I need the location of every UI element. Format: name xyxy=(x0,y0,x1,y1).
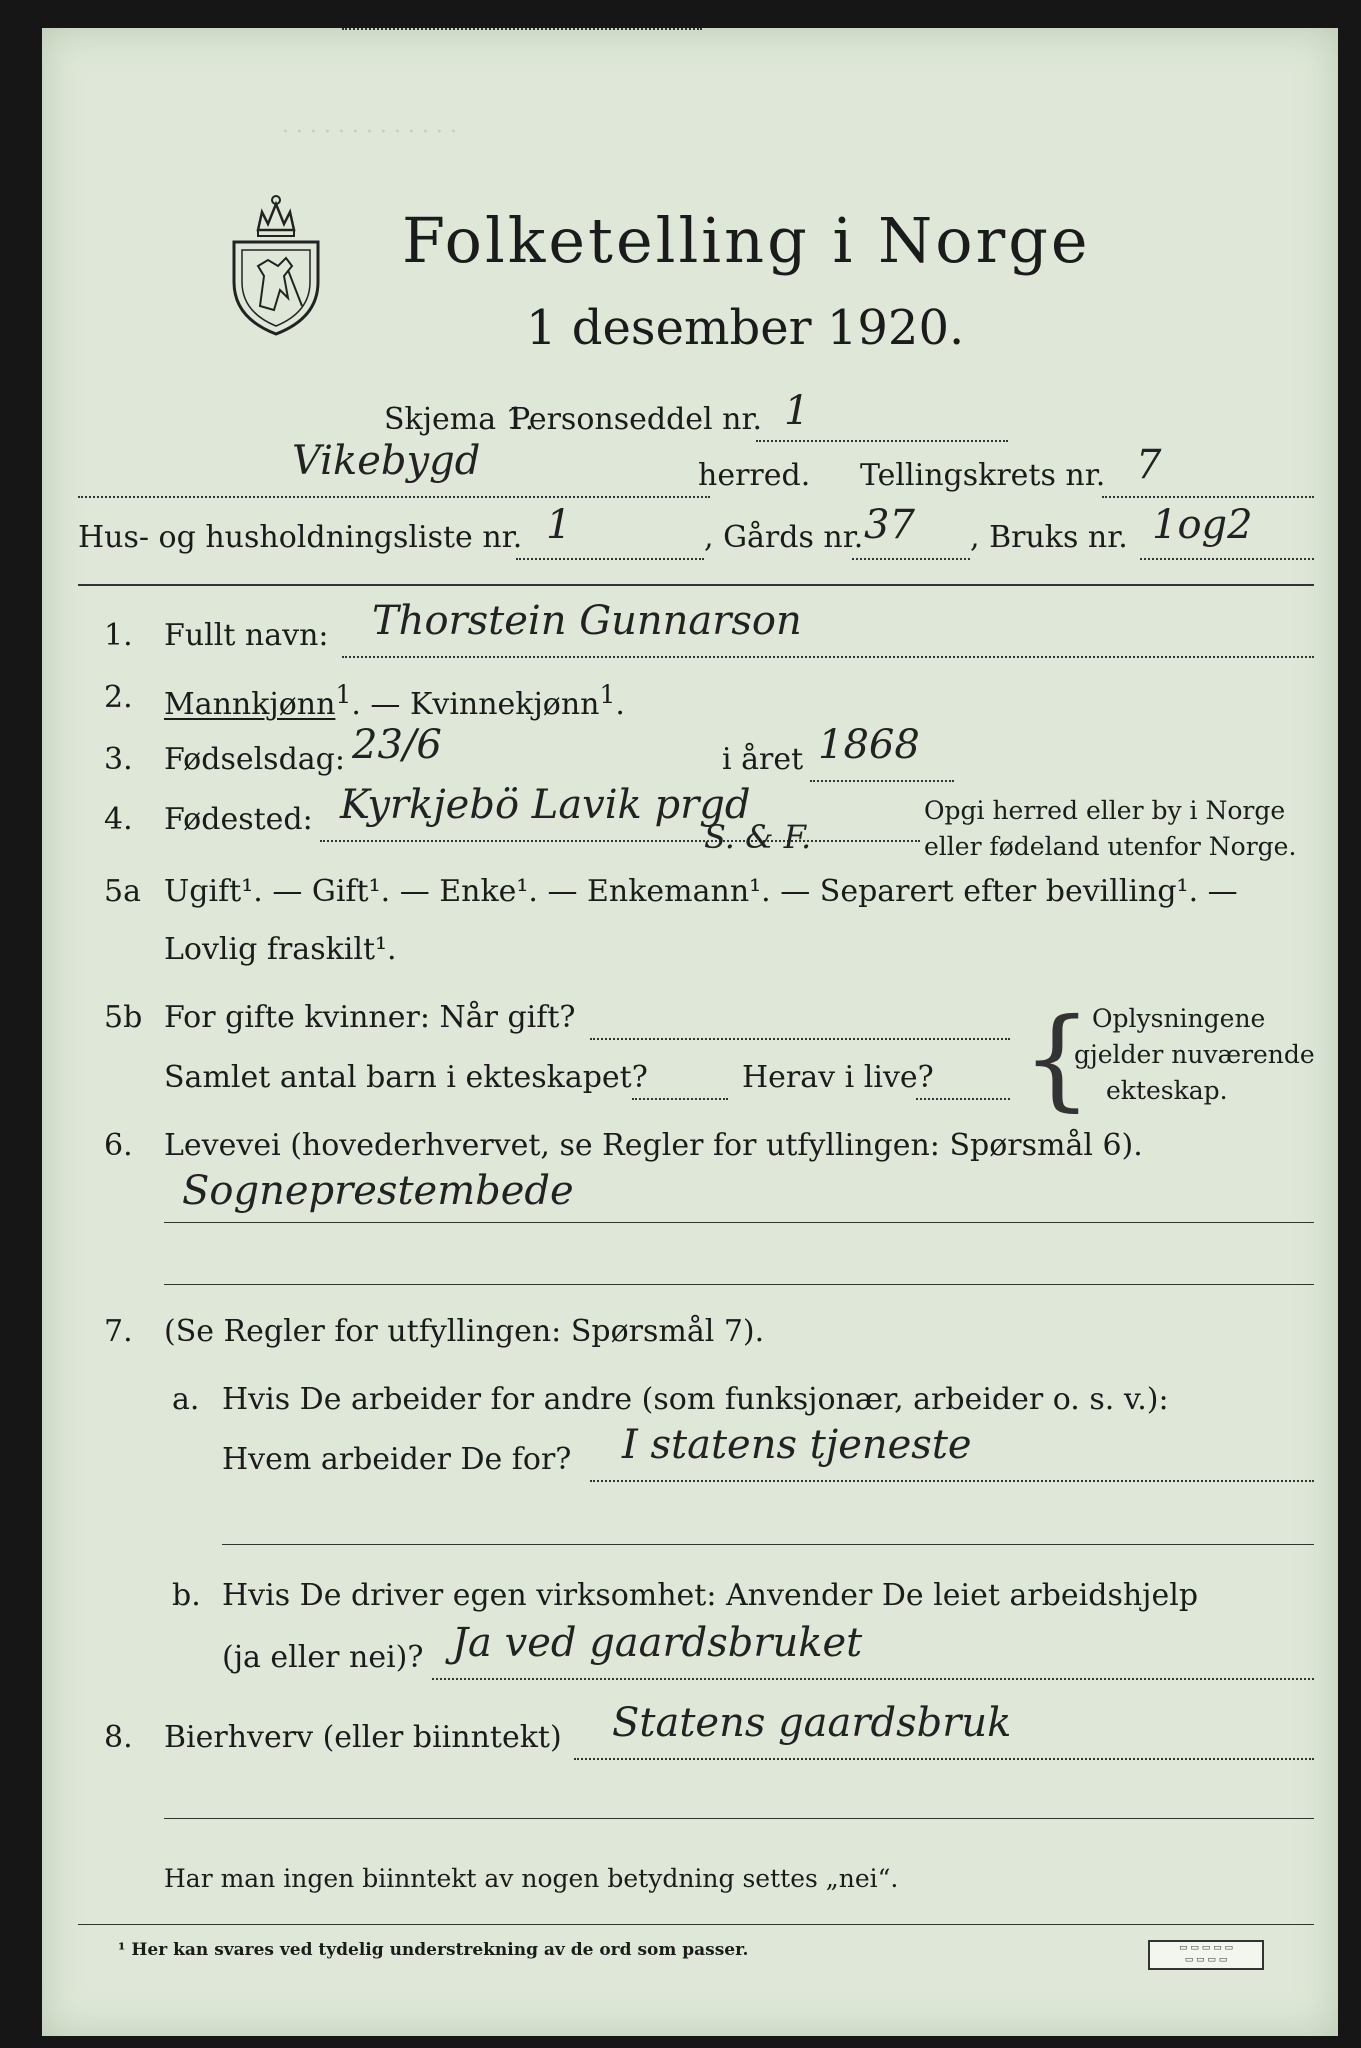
q5b-note-2: gjelder nuværende xyxy=(1074,1040,1315,1069)
q3-year-value: 1868 xyxy=(818,722,920,768)
q7-number: 7. xyxy=(104,1314,133,1349)
q5a-options: Ugift¹. — Gift¹. — Enke¹. — Enkemann¹. — Separert efter bevilling¹. — xyxy=(164,874,1238,909)
coat-of-arms-icon xyxy=(228,186,324,338)
personseddel-label: Personseddel nr. xyxy=(510,402,763,437)
tellingskrets-label: Tellingskrets nr. xyxy=(860,458,1106,493)
q3-line xyxy=(342,28,702,30)
q1-line xyxy=(342,656,1314,658)
q5b-number: 5b xyxy=(104,1000,143,1035)
q7a-line-2: Hvem arbeider De for? xyxy=(222,1442,572,1477)
q5b-children-line xyxy=(632,1098,728,1100)
q4-value: Kyrkjebö Lavik prgd xyxy=(340,782,751,828)
bruks-label: , Bruks nr. xyxy=(970,520,1128,555)
herred-value: Vikebygd xyxy=(292,438,481,484)
hus-line xyxy=(516,558,704,560)
q5b-note-3: ekteskap. xyxy=(1106,1076,1228,1105)
q7b-line-2: (ja eller nei)? xyxy=(222,1640,424,1675)
gards-line xyxy=(852,558,970,560)
q8-number: 8. xyxy=(104,1720,133,1755)
q5b-alive-label: Herav i live? xyxy=(742,1060,934,1095)
q7-label: (Se Regler for utfyllingen: Spørsmål 7). xyxy=(164,1314,765,1349)
tellingskrets-line xyxy=(1102,496,1314,498)
q8-extra-line xyxy=(164,1818,1314,1819)
footer-divider xyxy=(78,1924,1314,1925)
q3-number: 3. xyxy=(104,742,133,777)
q5b-children-label: Samlet antal barn i ekteskapet? xyxy=(164,1060,648,1095)
q5b-when-married-line xyxy=(590,1038,1010,1040)
q3-year-line xyxy=(810,780,954,782)
q4-line xyxy=(320,840,920,842)
form-title: Folketelling i Norge xyxy=(402,204,1091,277)
q2-female-option: — Kvinnekjønn xyxy=(370,687,600,722)
q1-label: Fullt navn: xyxy=(164,618,329,653)
hus-label: Hus- og husholdningsliste nr. xyxy=(78,520,523,555)
form-date: 1 desember 1920. xyxy=(526,300,965,356)
bruks-line xyxy=(1140,558,1314,560)
q4-note-1: Opgi herred eller by i Norge xyxy=(924,796,1286,825)
q6-number: 6. xyxy=(104,1128,133,1163)
q3-year-label: i året xyxy=(722,742,804,777)
q4-value-2: S. & F. xyxy=(704,818,812,856)
q6-label: Levevei (hovederhvervet, se Regler for utfyllingen: Spørsmål 6). xyxy=(164,1128,1143,1163)
q7a-letter: a. xyxy=(172,1382,200,1417)
header-divider xyxy=(78,584,1314,586)
q7a-line xyxy=(590,1480,1314,1482)
footnote: ¹ Her kan svares ved tydelig understrekning av de ord som passer. xyxy=(118,1940,749,1960)
skjema-label: Skjema 1. xyxy=(384,402,535,437)
q8-label: Bierhverv (eller biinntekt) xyxy=(164,1720,562,1755)
q5b-note-1: Oplysningene xyxy=(1092,1004,1266,1033)
q8-line xyxy=(574,1758,1314,1760)
q2-number: 2. xyxy=(104,680,133,715)
q1-number: 1. xyxy=(104,618,133,653)
herred-label: herred. xyxy=(698,458,811,493)
q7a-extra-line xyxy=(222,1544,1314,1545)
q2-male-option: Mannkjønn xyxy=(164,687,336,722)
q7a-value: I statens tjeneste xyxy=(622,1422,972,1468)
herred-line xyxy=(78,496,710,498)
personseddel-value: 1 xyxy=(784,388,810,434)
printer-stamp: ▭ ▭ ▭ ▭ ▭ ▭ ▭ ▭ ▭ xyxy=(1148,1940,1264,1970)
gards-label: , Gårds nr. xyxy=(704,520,864,555)
q4-number: 4. xyxy=(104,802,133,837)
census-form xyxy=(42,28,1338,2036)
q3-label: Fødselsdag: xyxy=(164,742,345,777)
bleed-through-text: · · · · · · · · · · · · · xyxy=(282,120,457,145)
bruks-value: 1og2 xyxy=(1152,502,1253,548)
q6-line-1 xyxy=(164,1222,1314,1223)
q6-value: Sogneprestembede xyxy=(182,1168,574,1214)
footer-note: Har man ingen biinntekt av nogen betydning settes „nei“. xyxy=(164,1864,899,1893)
q7b-line-1: Hvis De driver egen virksomhet: Anvender De leiet arbeidshjelp xyxy=(222,1578,1199,1613)
q2-options: Mannkjønn$^1$. — Kvinnekjønn$^1$. xyxy=(164,680,625,722)
q4-label: Fødested: xyxy=(164,802,313,837)
q7b-value: Ja ved gaardsbruket xyxy=(452,1620,863,1666)
q5b-alive-line xyxy=(916,1098,1010,1100)
gards-value: 37 xyxy=(864,502,915,548)
tellingskrets-value: 7 xyxy=(1136,442,1162,488)
q3-value: 23/6 xyxy=(352,722,442,768)
q6-line-2 xyxy=(164,1284,1314,1285)
personseddel-line xyxy=(756,440,1008,442)
q8-value: Statens gaardsbruk xyxy=(612,1700,1012,1746)
q1-value: Thorstein Gunnarson xyxy=(372,598,802,644)
q7b-line xyxy=(432,1678,1314,1680)
q5a-number: 5a xyxy=(104,874,141,909)
q7a-line-1: Hvis De arbeider for andre (som funksjonær, arbeider o. s. v.): xyxy=(222,1382,1169,1417)
q5b-when-married-label: For gifte kvinner: Når gift? xyxy=(164,1000,576,1035)
q4-note-2: eller fødeland utenfor Norge. xyxy=(924,832,1297,861)
q5a-options-2: Lovlig fraskilt¹. xyxy=(164,932,397,967)
hus-value: 1 xyxy=(546,502,572,548)
q7b-letter: b. xyxy=(172,1578,201,1613)
q5b-brace: { xyxy=(1022,994,1092,1122)
